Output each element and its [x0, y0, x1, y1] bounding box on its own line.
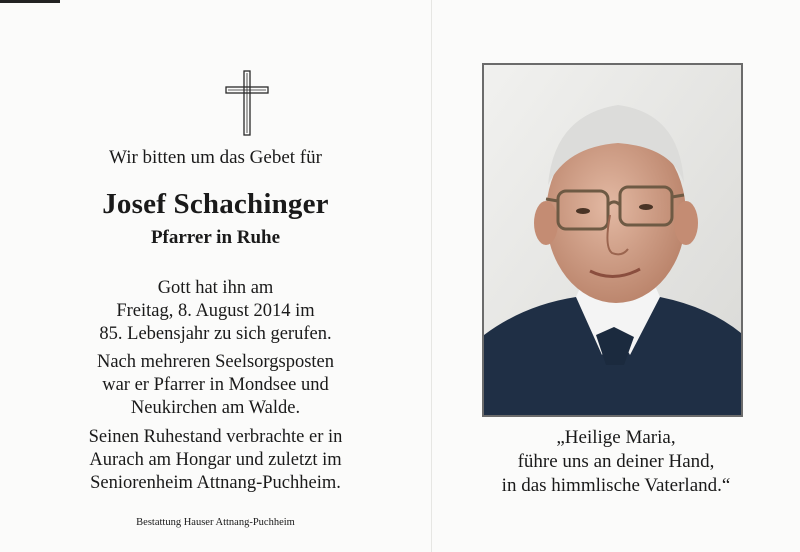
funeral-home-credit: Bestattung Hauser Attnang-Puchheim — [136, 517, 295, 528]
quote-line-2: führe uns an deiner Hand, — [517, 451, 715, 472]
paragraph-3-line-1: Seinen Ruhestand verbrachte er in — [88, 427, 343, 447]
quote-line-1: „Heilige Maria, — [556, 427, 676, 448]
intro-text: Wir bitten um das Gebet für — [109, 147, 322, 168]
paragraph-1-line-1: Gott hat ihn am — [157, 278, 274, 298]
paragraph-2-line-2: war er Pfarrer in Mondsee und — [102, 375, 329, 395]
cross-icon — [225, 70, 269, 136]
paragraph-3-line-3: Seniorenheim Attnang-Puchheim. — [90, 473, 341, 493]
paragraph-1-line-2: Freitag, 8. August 2014 im — [116, 301, 315, 321]
paragraph-3-line-2: Aurach am Hongar und zuletzt im — [89, 450, 342, 470]
paragraph-2-line-1: Nach mehreren Seelsorgsposten — [96, 352, 334, 372]
paragraph-1-line-3: 85. Lebensjahr zu sich gerufen. — [99, 324, 332, 344]
portrait-photo — [482, 63, 743, 417]
quote-line-3: in das himmlische Vaterland.“ — [501, 475, 731, 496]
paragraph-2-line-3: Neukirchen am Walde. — [130, 398, 301, 418]
deceased-name: Josef Schachinger — [102, 188, 329, 220]
portrait-illustration — [484, 65, 741, 415]
deceased-title: Pfarrer in Ruhe — [150, 227, 281, 248]
